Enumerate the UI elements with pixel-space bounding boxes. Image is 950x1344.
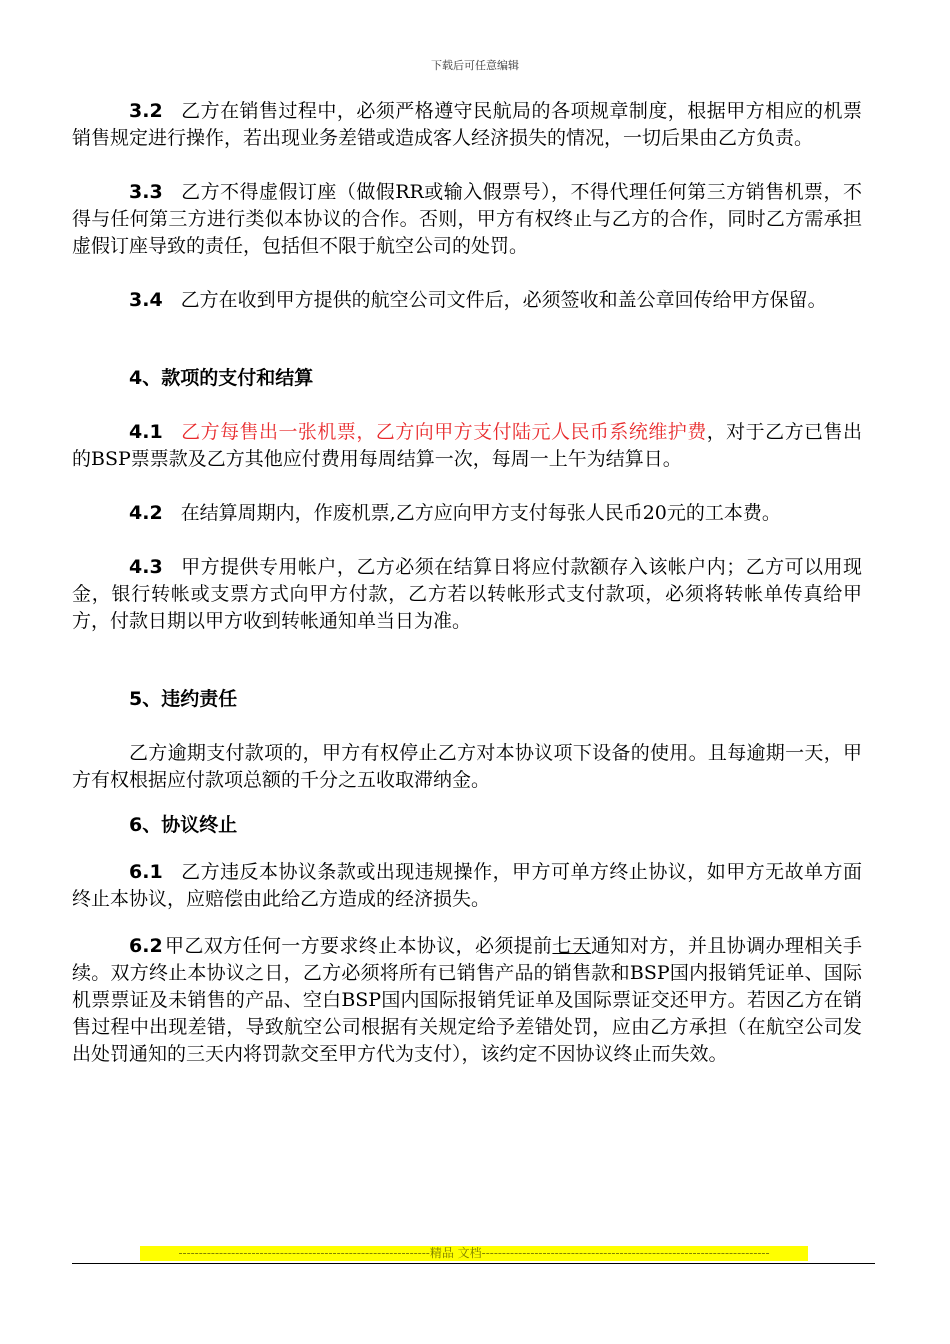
clause-6-1 — [72, 859, 862, 913]
section-heading-6: 6、协议终止 — [129, 814, 238, 836]
clause-text-continued: 通知对方，并且协调办理相关手续。双方终止本协议之日，乙方必须将所有已销售产品的销售款和BSP国内报销凭证单、国际机票票证及未销售的产品、空白BSP国内国际报销凭证单及国际票证交还甲方。若因乙方在销售过程中出现差错，导致航空公司根据有关规定给予差错处罚，应由乙方承担（在航空公司发出处罚通知的三天内将罚款交至甲方代为支付），该约定不因协议终止而失效。 — [72, 935, 862, 1065]
clause-number: 3.4 — [129, 289, 163, 311]
clause-text: 在结算周期内，作废机票,乙方应向甲方支付每张人民币20元的工本费。 — [180, 502, 781, 524]
clause-3-4 — [72, 287, 862, 314]
footer-rule — [72, 1263, 875, 1264]
clause-number: 3.2 — [129, 100, 163, 122]
footer-banner: --------------------------------------------------------------精品 文档----------------------------------------------------------------------- — [140, 1246, 808, 1261]
clause-text: 甲方提供专用帐户，乙方必须在结算日将应付款额存入该帐户内；乙方可以用现金，银行转帐或支票方式向甲方付款，乙方若以转帐形式支付款项，必须将转帐单传真给甲方，付款日期以甲方收到转帐通知单当日为准。 — [72, 556, 862, 632]
section-heading-5: 5、违约责任 — [129, 688, 238, 710]
highlighted-fee-text: 乙方每售出一张机票，乙方向甲方支付陆元人民币系统维护费 — [180, 421, 707, 443]
clause-number: 4.2 — [129, 502, 163, 524]
clause-number: 3.3 — [129, 181, 163, 203]
section-heading-4: 4、款项的支付和结算 — [129, 367, 314, 389]
clause-text: ，对于乙方已售出的BSP票票款及乙方其他应付费用每周结算一次，每周一上午为结算日。 — [72, 421, 862, 470]
clause-text: 乙方在销售过程中，必须严格遵守民航局的各项规章制度，根据甲方相应的机票销售规定进行操作，若出现业务差错或造成客人经济损失的情况，一切后果由乙方负责。 — [72, 100, 862, 149]
clause-number: 6.2 — [129, 935, 163, 957]
clause-text: 乙方在收到甲方提供的航空公司文件后，必须签收和盖公章回传给甲方保留。 — [180, 289, 827, 311]
clause-text: 甲乙双方任何一方要求终止本协议，必须提前 — [164, 935, 553, 957]
clause-number: 4.3 — [129, 556, 163, 578]
underlined-term: 七天 — [552, 935, 592, 957]
clause-4-3 — [72, 554, 862, 635]
clause-text: 乙方不得虚假订座（做假RR或输入假票号），不得代理任何第三方销售机票，不得与任何第三方进行类似本协议的合作。否则，甲方有权终止与乙方的合作，同时乙方需承担虚假订座导致的责任，包括但不限于航空公司的处罚。 — [72, 181, 862, 257]
page-header: 下载后可任意编辑 — [431, 59, 519, 72]
clause-3-3 — [72, 179, 862, 260]
document-body — [72, 98, 862, 1068]
clause-3-2 — [72, 98, 862, 152]
clause-6-2 — [72, 933, 862, 1068]
clause-4-2 — [72, 500, 862, 527]
paragraph-5: 乙方逾期支付款项的，甲方有权停止乙方对本协议项下设备的使用。且每逾期一天，甲方有权根据应付款项总额的千分之五收取滞纳金。 — [72, 742, 862, 791]
clause-4-1 — [72, 419, 862, 473]
clause-number: 4.1 — [129, 421, 163, 443]
clause-text: 乙方违反本协议条款或出现违规操作，甲方可单方终止协议，如甲方无故单方面终止本协议，应赔偿由此给乙方造成的经济损失。 — [72, 861, 862, 910]
clause-number: 6.1 — [129, 861, 163, 883]
